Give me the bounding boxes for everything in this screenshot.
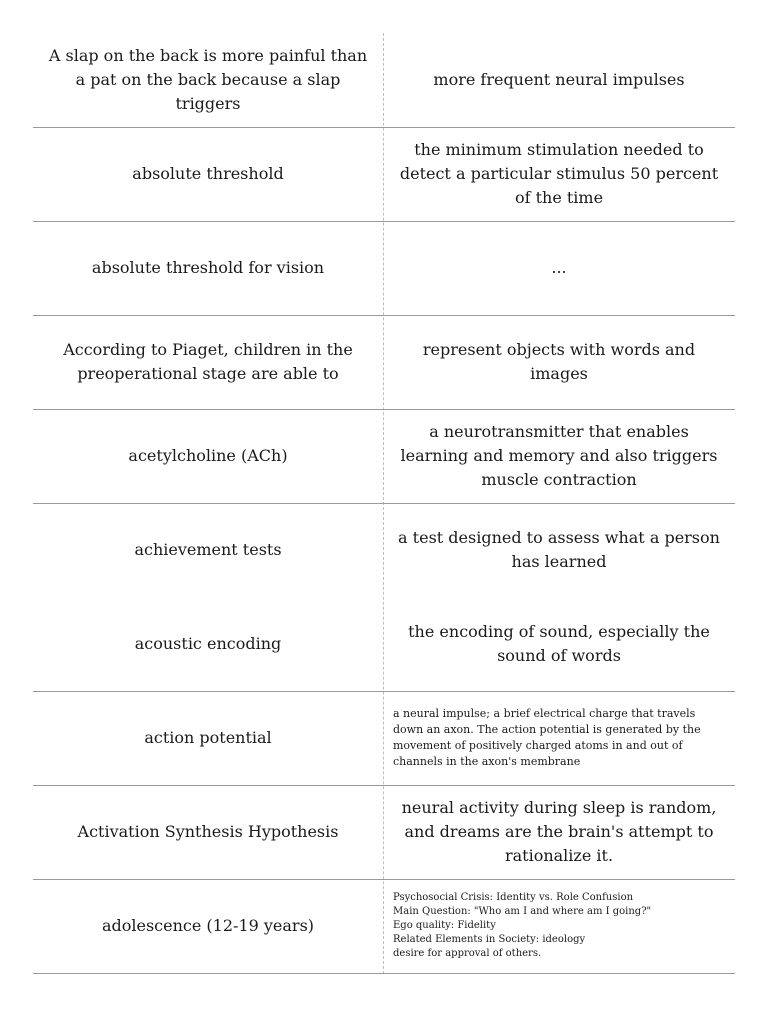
flashcard-definition: the encoding of sound, especially the sound of words bbox=[408, 622, 710, 665]
flashcard-definition: a neurotransmitter that enables learning and memory and also triggers muscle contraction bbox=[400, 422, 718, 489]
flashcard-definition: a test designed to assess what a person has learned bbox=[398, 528, 720, 571]
flashcard-term: Activation Synthesis Hypothesis bbox=[77, 822, 339, 841]
flashcard-row bbox=[33, 879, 735, 974]
flashcard-row bbox=[33, 597, 735, 692]
flashcard-row bbox=[33, 409, 735, 504]
flashcard-row bbox=[33, 33, 735, 128]
flashcard-term: A slap on the back is more painful than a pat on the back because a slap triggers bbox=[48, 46, 368, 113]
flashcard-definition: ... bbox=[551, 258, 567, 277]
flashcard-term: acetylcholine (ACh) bbox=[128, 446, 288, 465]
flashcard-term: According to Piaget, children in the preoperational stage are able to bbox=[63, 340, 353, 383]
flashcard-definition: more frequent neural impulses bbox=[433, 70, 685, 89]
flashcard-row bbox=[33, 127, 735, 222]
flashcard-definition: the minimum stimulation needed to detect a particular stimulus 50 percent of the time bbox=[399, 140, 719, 207]
flashcard-term: action potential bbox=[144, 728, 272, 747]
flashcard-row bbox=[33, 315, 735, 410]
flashcard-sheet bbox=[33, 33, 735, 974]
flashcard-term: adolescence (12-19 years) bbox=[101, 916, 315, 935]
flashcard-definition: a neural impulse; a brief electrical charge that travels down an axon. The action potential is generated by the movement of positively charged atoms in and out of channels in the axon's membrane bbox=[393, 707, 701, 768]
flashcard-definition: Psychosocial Crisis: Identity vs. Role Confusion Main Question: "Who am I and where am I going?" Ego quality: Fidelity Related Elements in Society: ideology desire for approval of others. bbox=[393, 892, 652, 959]
flashcard-term: acoustic encoding bbox=[134, 634, 282, 653]
flashcard-row bbox=[33, 221, 735, 316]
flashcard-term: achievement tests bbox=[134, 540, 282, 559]
flashcard-term: absolute threshold bbox=[132, 164, 284, 183]
flashcard-definition: neural activity during sleep is random, and dreams are the brain's attempt to rationalize it. bbox=[401, 798, 717, 865]
flashcard-definition: represent objects with words and images bbox=[422, 340, 696, 383]
flashcard-row bbox=[33, 785, 735, 880]
flashcard-term: absolute threshold for vision bbox=[91, 258, 325, 277]
flashcard-row bbox=[33, 503, 735, 597]
flashcard-row bbox=[33, 691, 735, 786]
